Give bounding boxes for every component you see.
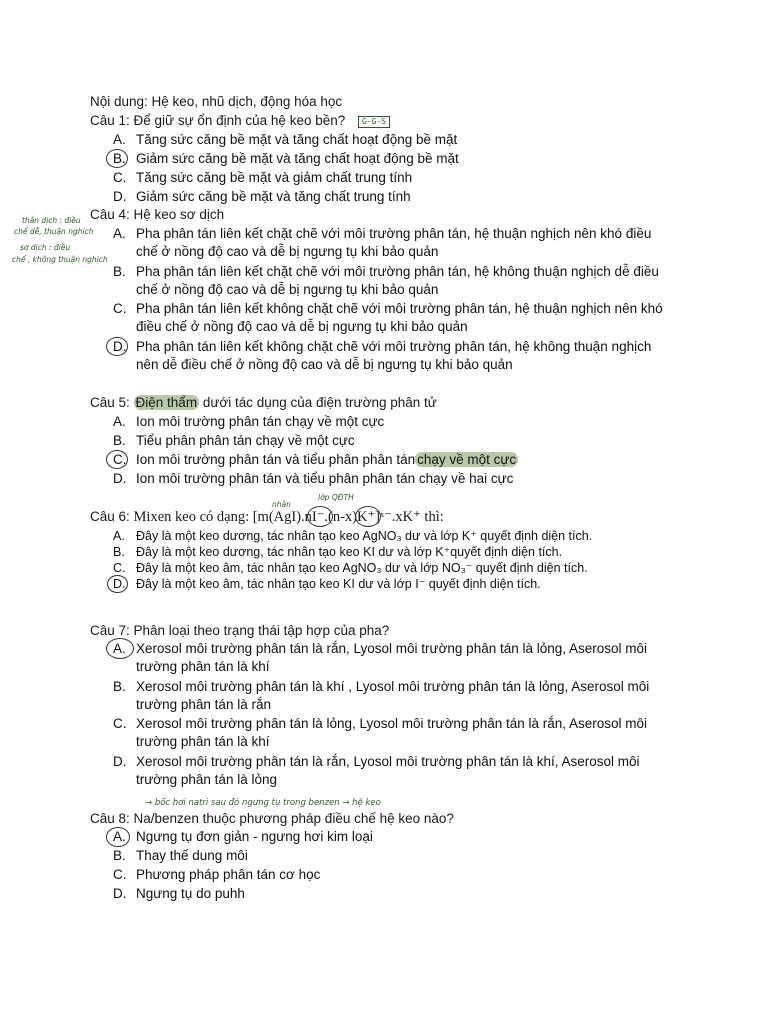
- q5-option-a-text: Ion môi trường phân tán chạy về một cực: [136, 414, 385, 429]
- q4-option-d-line2: nên dễ điều chế ở nồng độ cao và dễ bị ngưng tụ khi bảo quản: [136, 357, 513, 372]
- q6-note-nhan: nhân: [272, 500, 291, 509]
- q1-option-d-text: Giảm sức căng bề mặt và tăng chất trung tính: [136, 189, 411, 204]
- q4-option-a-line2: chế ở nồng độ cao và dễ bị ngưng tụ khi bảo quản: [136, 244, 439, 259]
- q5-option-c-text: [136, 451, 518, 469]
- q4-option-d-letter: D.: [113, 339, 127, 354]
- q5-option-b-text: Tiểu phân phân tán chạy về một cực: [136, 433, 355, 448]
- q7-option-c-line2: trường phân tán là khí: [136, 734, 270, 749]
- q6-formula-circle-k: [355, 506, 381, 527]
- q1-answer-circle: [106, 149, 128, 168]
- q5-title-prefix: Câu 5:: [90, 395, 134, 410]
- q5-option-c-letter: C.: [113, 452, 127, 467]
- q1-title: Câu 1: Để giữ sự ổn định của hệ keo bền?: [90, 113, 346, 128]
- document-header: Nội dung: Hệ keo, nhũ dịch, động hóa học: [90, 94, 343, 109]
- q5-title: [90, 394, 437, 412]
- q1-option-b-text: Giảm sức căng bề mặt và tăng chất hoạt động bề mặt: [136, 151, 459, 166]
- q7-option-b-letter: B.: [113, 679, 126, 694]
- q7-option-b-line2: trường phân tán là rắn: [136, 697, 271, 712]
- q8-option-c-letter: C.: [113, 867, 127, 882]
- q7-option-a-line1: Xerosol môi trường phân tán là rắn, Lyosol môi trường phân tán là lỏng, Aserosol môi: [136, 641, 648, 656]
- q4-option-c-line1: Pha phân tán liên kết không chặt chẽ với môi trường phân tán, hệ thuận nghịch nên khó: [136, 301, 663, 316]
- q7-option-b-line1: Xerosol môi trường phân tán là khí , Lyosol môi trường phân tán là lỏng, Aserosol môi: [136, 679, 650, 694]
- q6-formula-circle-ni: [307, 506, 333, 527]
- q6-option-b-letter: B.: [113, 545, 125, 559]
- q4-margin-note-3: sơ dịch : điều: [20, 243, 71, 252]
- q7-option-a-letter: A.: [113, 641, 126, 656]
- q7-option-a-line2: trường phân tán là khí: [136, 659, 270, 674]
- q6-option-a-text: Đây là một keo dương, tác nhân tạo keo AgNO₃ dư và lớp K⁺ quyết định diện tích.: [136, 529, 593, 543]
- q4-margin-note-1: thân dịch : điều: [22, 216, 81, 225]
- q1-option-b-letter: B.: [113, 151, 126, 166]
- q7-option-d-line2: trường phân tán là lỏng: [136, 772, 277, 787]
- q6-note-lop: lớp QĐTH: [318, 493, 354, 502]
- q5-option-c-highlight: chạy về một cực: [417, 452, 517, 467]
- q4-option-c-letter: C.: [113, 301, 127, 316]
- q1-option-d-letter: D.: [113, 189, 127, 204]
- q6-option-c-letter: C.: [113, 561, 126, 575]
- q6-formula: Mixen keo có dạng: [m(AgI).nI⁻.(n-x)K⁺]ˣ⁻.xK⁺ thì:: [133, 509, 444, 525]
- q4-margin-note-2: chế dễ, thuận nghịch: [14, 227, 94, 236]
- q5-title-rest: dưới tác dụng của điện trường phân tử: [202, 395, 437, 410]
- q6-answer-circle: [107, 575, 128, 593]
- q1-option-a-letter: A.: [113, 132, 126, 147]
- q4-title: Câu 4: Hệ keo sơ dịch: [90, 207, 225, 222]
- q8-option-c-text: Phương pháp phân tán cơ học: [136, 867, 321, 882]
- q5-option-b-letter: B.: [113, 433, 126, 448]
- q6-option-c-text: Đây là một keo âm, tác nhân tạo keo AgNO₃ dư và lớp NO₃⁻ quyết định diện tích.: [136, 561, 588, 575]
- q5-option-d-letter: D.: [113, 471, 127, 486]
- q4-option-c-line2: điều chế ở nồng độ cao và dễ bị ngưng tụ khi bảo quản: [136, 319, 468, 334]
- q5-title-highlight: Điện thẩm: [135, 395, 198, 410]
- q5-option-c-main: Ion môi trường phân tán và tiểu phân phân tán: [136, 452, 416, 467]
- q8-title: Câu 8: Na/benzen thuộc phương pháp điều chế hệ keo nào?: [90, 811, 454, 826]
- q4-option-d-line1: Pha phân tán liên kết không chặt chẽ với môi trường phân tán, hệ không thuận nghịch: [136, 339, 652, 354]
- q6-option-a-letter: A.: [113, 529, 125, 543]
- q6-option-d-letter: D.: [113, 577, 126, 591]
- q4-option-a-line1: Pha phân tán liên kết chặt chẽ với môi trường phân tán, hệ thuận nghịch nên khó điều: [136, 226, 652, 241]
- q5-answer-circle: [106, 450, 128, 469]
- q1-handwritten-tag: G-G-S: [358, 116, 390, 128]
- q1-option-c-text: Tăng sức căng bề mặt và giảm chất trung tính: [136, 170, 413, 185]
- q7-title: Câu 7: Phân loại theo trạng thái tập hợp của pha?: [90, 623, 390, 638]
- q4-option-a-letter: A.: [113, 226, 126, 241]
- q4-option-b-line1: Pha phân tán liên kết chặt chẽ với môi trường phân tán, hệ không thuận nghịch dễ điều: [136, 264, 659, 279]
- q6-title-prefix: Câu 6:: [90, 509, 134, 524]
- q7-option-c-letter: C.: [113, 716, 127, 731]
- q4-margin-note-4: chế , không thuận nghịch: [12, 255, 108, 264]
- q4-option-b-letter: B.: [113, 264, 126, 279]
- q6-title: [90, 508, 444, 526]
- q8-option-a-letter: A.: [113, 829, 126, 844]
- q7-option-d-letter: D.: [113, 754, 127, 769]
- q8-option-b-text: Thay thế dung môi: [136, 848, 248, 863]
- q1-option-c-letter: C.: [113, 170, 127, 185]
- q8-handwritten-note: → bốc hơi natri sau đó ngưng tụ trong benzen → hệ keo: [145, 798, 381, 808]
- q8-option-a-text: Ngưng tụ đơn giản - ngưng hơi kim loại: [136, 829, 373, 844]
- q8-option-d-letter: D.: [113, 886, 127, 901]
- q6-option-b-text: Đây là một keo dương, tác nhân tạo keo KI dư và lớp K⁺quyết định diện tích.: [136, 545, 563, 559]
- q7-option-c-line1: Xerosol môi trường phân tán là lỏng, Lyosol môi trường phân tán là rắn, Aserosol môi: [136, 716, 648, 731]
- q5-option-d-text: Ion môi trường phân tán và tiểu phân phân tán chạy về hai cực: [136, 471, 514, 486]
- q5-option-a-letter: A.: [113, 414, 126, 429]
- q4-answer-circle: [106, 337, 128, 356]
- q4-option-b-line2: chế ở nồng độ cao và dễ bị ngưng tụ khi bảo quản: [136, 282, 439, 297]
- q8-answer-circle: [106, 827, 130, 847]
- q8-option-b-letter: B.: [113, 848, 126, 863]
- q1-option-a-text: Tăng sức căng bề mặt và tăng chất hoạt động bề mặt: [136, 132, 458, 147]
- q8-option-d-text: Ngưng tụ do puhh: [136, 886, 245, 901]
- q7-answer-circle: [106, 638, 134, 659]
- q7-option-d-line1: Xerosol môi trường phân tán là rắn, Lyosol môi trường phân tán là khí, Aserosol môi: [136, 754, 640, 769]
- q6-option-d-text: Đây là một keo âm, tác nhân tạo keo KI dư và lớp I⁻ quyết định diện tích.: [136, 577, 541, 591]
